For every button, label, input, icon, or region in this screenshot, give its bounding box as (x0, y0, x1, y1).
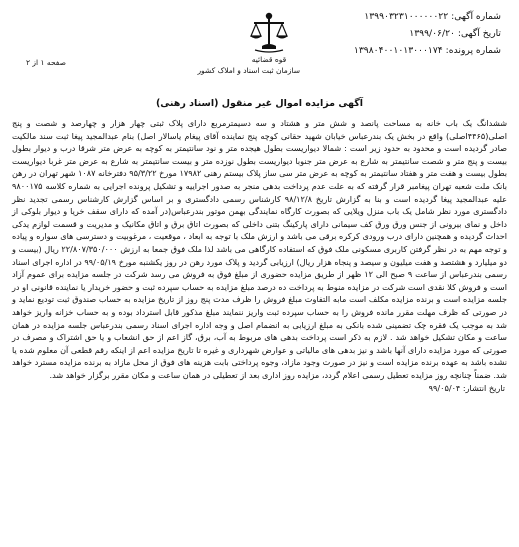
org-name: قوه قضائیه (251, 55, 287, 64)
notice-meta (354, 8, 501, 59)
scales-of-justice-icon (249, 10, 289, 54)
judiciary-emblem (197, 10, 300, 76)
notice-date: تاریخ آگهی: ۱۳۹۹/۰۶/۲۰ (409, 28, 501, 39)
org-subname: سازمان ثبت اسناد و املاک کشور (197, 66, 300, 75)
notice-body: ششدانگ یک باب خانه به مساحت پانصد و شش متر و هشتاد و سه دسیمترمربع دارای پلاک ثبتی چهار هزار و چهارصد و شصت و پنج اصلی(۴۴۶۵اصلی) واقع در بخش یک بندرعباس خیابان شهید حقانی کوچه پنج نماینده آقای پیغام یاسالار اصل) بنام عبدالمجید پیغا ثبت سند مالکیت صادر گردیده است و محدود به حدود زیر است : شمالا دیواریست بطول هیجده متر و نود سانتیمتر به کوچه به عرض متر شرقا درب و دیوار بطول بیست و پنج متر و شصت سانتیمتر به شارع به عرض متر جنوبا دیواریست بطول نوزده متر و بیست سانتیمتر به شارع به عرض متر غربا دیواریست بطول بیست و هفت متر و هفتاد سانتیمتر به کوچه به عرض متر سی ساز پلاک بیستم رهنی ۱۷۹۸۲ مورخ ۹۵/۳/۲۲ دفترخانه ۱۰۸۷ شهر تهران در رهن بانک ملت شعبه تهران پیغامبر قرار گرفته که به علت عدم پرداخت بدهی منجر به صدور اجراییه و تشکیل پرونده اجرایی به شماره کلاسه ۹۸۰۰۱۷۵ علیه عبدالمجید پیغا گردیده است و بنا به گزارش تاریخ ۹۸/۱۲/۸ کارشناس رسمی دادگستری و بر اساس گزارش کارشناس رسمی تجدید نظر دادگستری مورد نظر شامل یک باب منزل ویلایی که بصورت کارگاه نمایندگی بهمن موتور بندرعباس(در آمده که دارای سقف خریا و دیوار بلوکی از داخل و نمای بیرونی از جنس ورق ورق کف سیمانی دارای پارکینگ بتنی داخلی که بصورت اتاق برق و اتاق مکانیک و مدیریت و قسمت لوازم یدکی احداث گردیده و همچنین دارای درب ورودی کرکره برقی می باشد و ارزش ملک با توجه به ابعاد ، موقعیت ، مرغوبیت و دسترسی های سواره و پیاده و توجه مهم به در نظر گرفتن کاربری مسکونی ملک فوق که استفاده کارگاهی می باشد لذا ملک فوق جمعا به ارزش ۲۲/۸۰۷/۳۵۰/۰۰۰ ریال (بیست و دو میلیارد و هشتصد و هفت میلیون و سیصد و پنجاه هزار ریال) ارزیابی گردید و پلاک مورد رهن در روز یکشنبه مورخ ۹۹/۰۵/۱۹ در اداره اجرای اسناد رسمی بندرعباس از ساعت ۹ صبح الی ۱۲ ظهر از طریق مزایده حضوری از مبلغ فوق به فروش می رسد شرکت در جلسه مزایده برای عموم آزاد است و فروش کلا نقدی است شرکت در مزایده منوط به پرداخت ده درصد مبلغ مزایده به حساب سپرده ثبت و حضور خریدار یا نماینده قانونی او در جلسه مزایده است و برنده مزایده مکلف است مابه التفاوت مبلغ فروش را ظرف مدت پنج روز از تاریخ مزایده به حساب صندوق ثبت تودیع نماید و در صورتی که ظرف مهلت مقرر مانده فروش را به حساب سپرده ثبت واریز ننمایند مبلغ مذکور قابل استرداد بوده و به حساب خزانه واریز خواهد شد به موجب یک فقره چک تضمینی شده بانکی به مبلغ ارزیابی به انضمام اصل و وجه اداره اجرای اسناد رسمی بندرعباس جلسه مزایده در همان ساعت و مکان تشکیل خواهد شد . لازم به ذکر است پرداخت بدهی های مربوط به آب، برق، گاز اعم از حق انشعاب و یا حق اشتراک و مصرف در صورتی که مورد مزایده دارای آنها باشد و نیز بدهی های مالیاتی و عوارض شهرداری و غیره تا تاریخ مزایده اعم از اینکه رقم قطعی آن معلوم شده یا نشده باشد به عهده برنده مزایده است و نیز در صورت وجود مازاد، وجوه پرداختی بابت هزینه های فوق از محل مازاد به برنده مزایده مسترد خواهد شد. ضمناً چنانچه روز مزایده تعطیل رسمی اعلام گردد، مزایده روز اداری بعد از تعطیلی در همان ساعت و مکان مقرر برگزار خواهد شد. (12, 118, 508, 380)
notice-header (10, 6, 509, 84)
publication-date: تاریخ انتشار: ۹۹/۰۵/۰۴ (428, 383, 505, 394)
notice-title: آگهی مزایده اموال غیر منقول (اسناد رهنی) (155, 98, 364, 109)
page-number: صفحه ۱ از ۲ (26, 58, 66, 67)
notice-number: شماره آگهی: ۱۳۹۹۰۳۲۳۱۰۰۰۰۰۰۲۲ (364, 11, 501, 22)
file-number: شماره پرونده: ۱۳۹۸۰۴۰۰۱۰۱۳۰۰۰۱۷۴ (353, 45, 501, 56)
